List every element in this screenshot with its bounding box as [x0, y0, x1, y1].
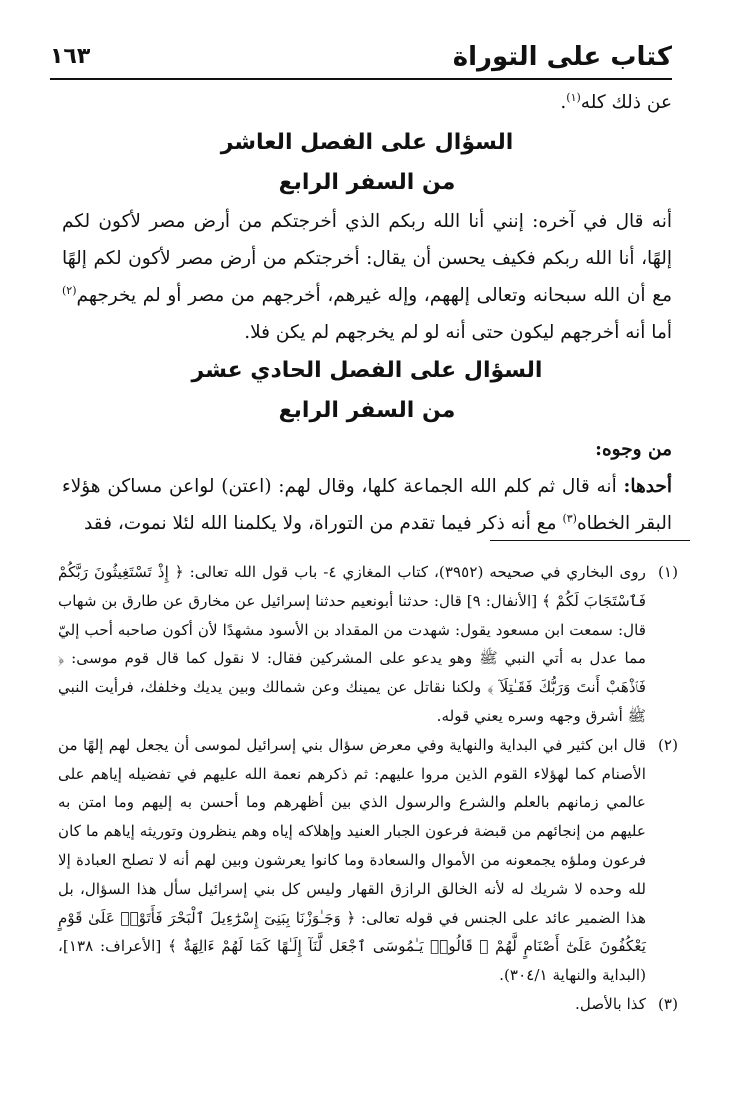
opening-text: عن ذلك كله: [580, 92, 672, 113]
footnote-marker: (٢): [657, 735, 678, 754]
footnote-text: قال ابن كثير في البداية والنهاية وفي معرض سؤال بني إسرائيل لموسى أن يجعل لهم إلهًا من الأصنام كما لهؤلاء القوم الذين مروا عليهم: ثم ذكرهم نعمة الله عليهم في تفضيله إياهم على عالمي زمانهم بالعلم والشرع والرسول الذي بين أظهرهم وما أحسن به إليهم وما امتن به عليهم من إنجائهم من قبضة فرعون الجبار العنيد وإهلاكه إياه وهم ينظرون وتوريثه إياهم ما كان فرعون وملؤه يجمعونه من الأموال والسعادة وما كانوا يعرشون وبين لهم أنه لا تصلح العبادة إلا لله وحده لا شريك له لأنه الخالق الرازق القهار وليس كل بني إسرائيل سأل هذا السؤال، بل هذا الضمير عائد على الجنس في قوله تعالى: ﴿ وَجَـٰوَزْنَا بِبَنِىٓ إِسْرَٰٓءِيلَ ٱلْبَحْرَ فَأَتَوْا۟ عَلَىٰ قَوْمٍ يَعْكُفُونَ عَلَىٰٓ أَصْنَامٍ لَّهُمْ ۚ قَالُوا۟ يَـٰمُوسَى ٱجْعَل لَّنَآ إِلَـٰهًا كَمَا لَهُمْ ءَالِهَةٌ ﴾ [الأعراف: ١٣٨]، (البداية والنهاية ٣٠٤/١).: [58, 735, 646, 985]
running-header: [50, 38, 672, 80]
paragraph-text: أما أنه أخرجهم ليكون حتى أنه لو لم يخرجهم لم يكن فلا.: [244, 322, 672, 343]
paragraph-text: أنه قال ثم كلم الله الجماعة كلها، وقال لهم: (اعتن) لواعن مساكن هؤلاء البقر الخطاه: [62, 476, 672, 534]
paragraph-text: أنه قال في آخره: إنني أنا الله ربكم الذي أخرجتكم من أرض مصر لأكون لكم إلهًا، أنا الله ربكم فكيف يحسن أن يقال: أخرجتكم من أرض مصر لأكون لكم إلهًا مع أن الله سبحانه وتعالى إلههم، وإله غيرهم، أخرجهم من مصر أو لم يخرجهم: [62, 211, 672, 306]
section-subtitle: من السفر الرابع: [278, 170, 456, 195]
point-label: أحدها:: [623, 476, 672, 497]
paragraph-text: مع أنه ذكر فيما تقدم من التوراة، ولا يكلمنا الله لئلا نموت، فقد: [84, 513, 563, 534]
footnotes: [58, 558, 678, 1019]
footnote-text: روى البخاري في صحيحه (٣٩٥٢)، كتاب المغازي ٤- باب قول الله تعالى: ﴿ إِذْ تَسْتَغِيثُونَ رَبَّكُمْ فَٱسْتَجَابَ لَكُمْ ﴾ [الأنفال: ٩] قال: حدثنا أبونعيم حدثنا إسرائيل عن مخارق عن طارق بن شهاب قال: سمعت ابن مسعود يقول: شهدت من المقداد بن الأسود مشهدًا لأن أكون صاحبه أحب إليّ مما عدل به أتي النبي ﷺ وهو يدعو على المشركين فقال: لا نقول كما قال قوم موسى: ﴿ فَٱذْهَبْ أَنتَ وَرَبُّكَ فَقَـٰتِلَآ ﴾ ولكنا نقاتل عن يمينك وعن شمالك وبين يديك وخلفك، فرأيت النبي ﷺ أشرق وجهه وسره يعني قوله.: [58, 563, 647, 725]
opening-end: .: [560, 92, 567, 113]
footnote: [58, 990, 678, 1019]
opening-line: [62, 84, 672, 121]
footnote: [58, 558, 678, 731]
main-text: [62, 84, 672, 542]
section-intro: من وجوه:: [595, 439, 672, 460]
footnote-ref: (٣): [562, 511, 577, 525]
footnote-ref: (١): [566, 90, 581, 104]
page-number: ١٦٣: [50, 44, 91, 69]
footnote-marker: (٣): [657, 994, 678, 1013]
section-subtitle: من السفر الرابع: [278, 398, 456, 423]
footnote-ref: (٢): [62, 283, 77, 297]
footnote-text: كذا بالأصل.: [575, 994, 646, 1013]
section-title: السؤال على الفصل العاشر: [220, 130, 514, 155]
book-title: كتاب على التوراة: [452, 42, 672, 72]
footnote: [58, 731, 678, 990]
footnote-marker: (١): [657, 563, 678, 581]
section-paragraph: [62, 468, 672, 542]
section-paragraph: [62, 203, 672, 351]
section-title: السؤال على الفصل الحادي عشر: [191, 358, 543, 383]
footnote-divider: [490, 540, 690, 541]
